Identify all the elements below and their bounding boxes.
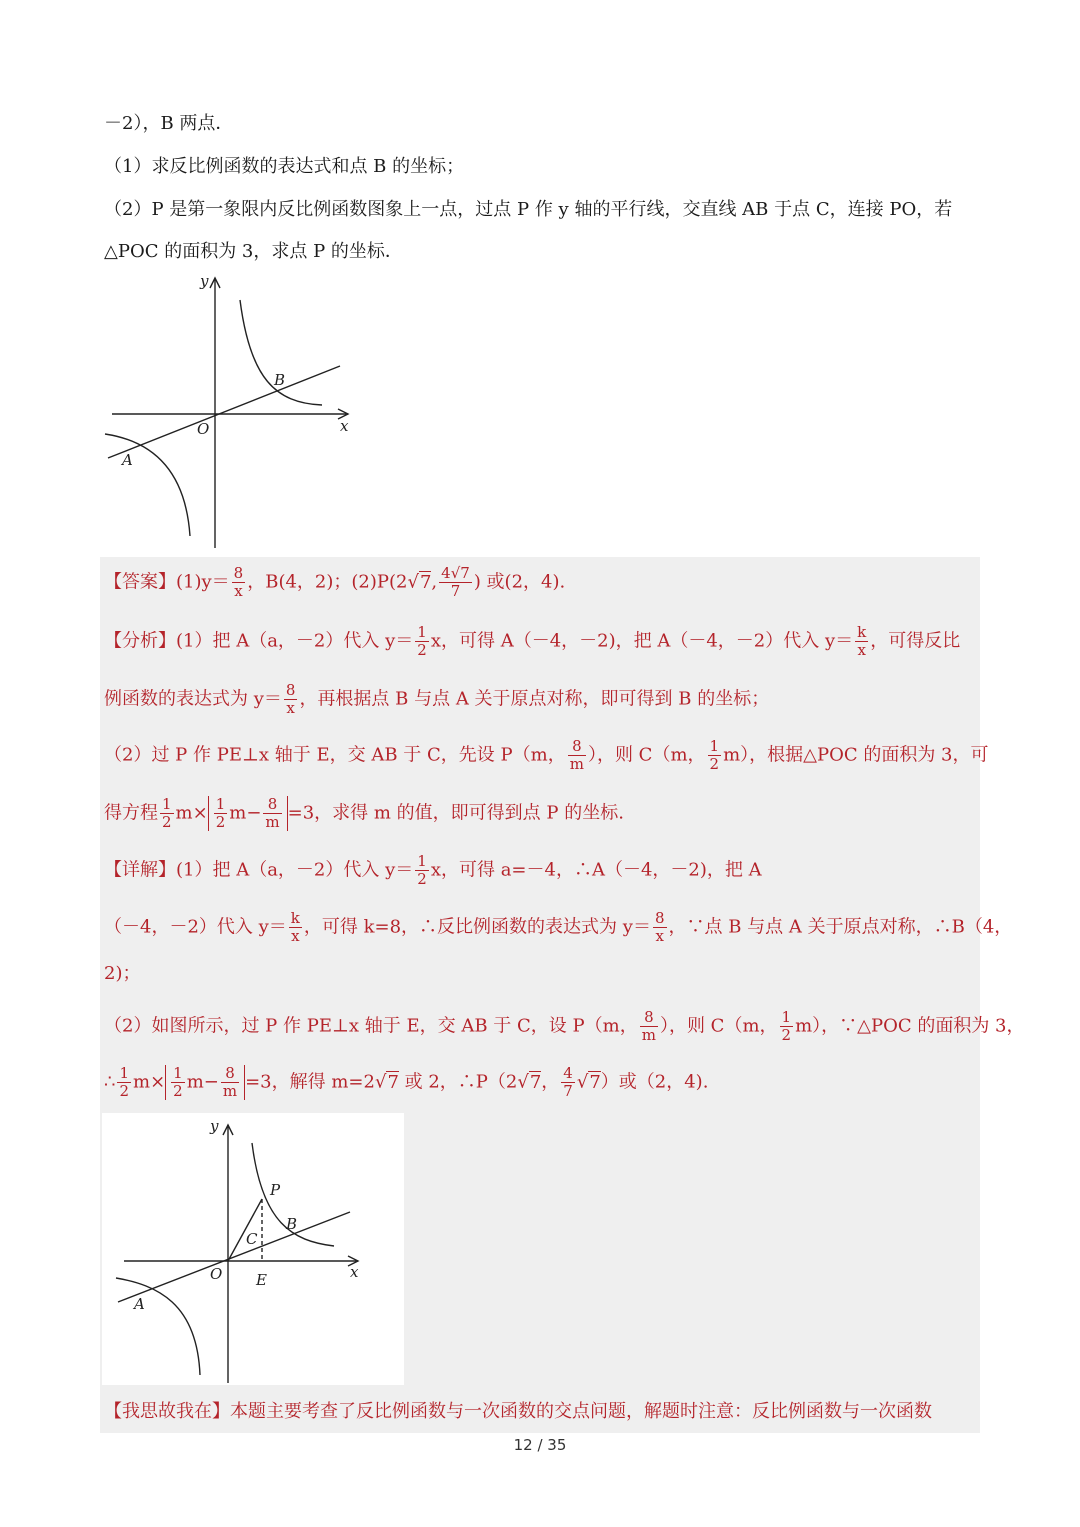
analysis-line-2: 例函数的表达式为 y＝ $\frac{8}{x}$ ，再根据点 B 与点 A 关于原点对称，即可得到 B 的坐标； <box>104 681 770 717</box>
answer-fraction-2: $\frac{4√7}{7}$ <box>441 564 470 600</box>
answer-text-2: ，B(4，2)；(2)P(2 <box>247 571 408 593</box>
reflection-line <box>104 1400 932 1424</box>
fig2-label-p: P <box>270 1181 281 1199</box>
fig2-label-y: y <box>210 1117 219 1135</box>
reflection-text: 本题主要考查了反比例函数与一次函数的交点问题，解题时注意：反比例函数与一次函数 <box>230 1401 932 1422</box>
detail-line-5: ∴ $\frac{1}{2}$ m× $\frac{1}{2}$ m− $\frac{8}{m}$ =3，解得 m=2√7 或 2，∴P（2√7， $\frac{4}{7}$ √7）或（2，4). <box>104 1064 709 1100</box>
detail-line-4: （2）如图所示，过 P 作 PE⊥x 轴于 E，交 AB 于 C，设 P（m， $\frac{8}{m}$ ），则 C（m， $\frac{1}{2}$ m），∵△POC 的面积为 3， <box>104 1008 1025 1044</box>
fig1-label-y: y <box>200 272 209 290</box>
question-1: （1）求反比例函数的表达式和点 B 的坐标； <box>104 156 465 177</box>
question-2-line-1: （2）P 是第一象限内反比例函数图象上一点，过点 P 作 y 轴的平行线，交直线 AB 于点 C，连接 PO，若 <box>104 199 953 220</box>
fig1-label-b: B <box>274 371 286 389</box>
reflection-tag: 【我思故我在】 <box>104 1401 230 1422</box>
answer-radicand: 7 <box>419 571 432 593</box>
answer-text-1: (1)y＝ <box>176 571 230 593</box>
analysis-tag: 【分析】 <box>104 630 176 652</box>
answer-fraction-1: $\frac{8}{x}$ <box>233 564 244 600</box>
answer-line: 【答案】(1)y＝ $\frac{8}{x}$ ，B(4，2)；(2)P(2√7, $\frac{4√7}{7}$ ) 或(2，4). <box>104 564 566 600</box>
answer-text-4: ) 或(2，4). <box>473 571 566 593</box>
analysis-line-4: 得方程 $\frac{1}{2}$ m× $\frac{1}{2}$ m− $\frac{8}{m}$ =3，求得 m 的值，即可得到点 P 的坐标. <box>104 795 624 831</box>
line-ab <box>108 366 340 458</box>
fig2-label-c: C <box>246 1230 258 1248</box>
question-2-line-2: △POC 的面积为 3，求点 P 的坐标． <box>104 241 403 262</box>
fig2-label-b: B <box>286 1215 298 1233</box>
fig2-label-e: E <box>256 1271 267 1289</box>
fig1-label-x: x <box>340 417 349 435</box>
detail-line-1: 【详解】(1）把 A（a，－2）代入 y＝ $\frac{1}{2}$ x，可得 a=－4，∴A（－4，－2)，把 A <box>104 852 762 888</box>
figure-solution <box>102 1113 404 1385</box>
fig1-label-o: O <box>197 420 210 438</box>
detail-line-2: （－4，－2）代入 y＝ $\frac{k}{x}$ ，可得 k=8，∴反比例函数的表达式为 y＝ $\frac{8}{x}$ ，∵点 B 与点 A 关于原点对称，∴B（4， <box>104 909 1013 945</box>
fig2-label-a: A <box>134 1295 145 1313</box>
problem-line-0: －2），B 两点． <box>104 113 234 134</box>
answer-tag: 【答案】 <box>104 571 176 593</box>
fig1-label-a: A <box>122 451 133 469</box>
hyperbola-branch-2 <box>105 434 190 536</box>
fig2-hyperbola-branch-2 <box>116 1278 200 1375</box>
figure-hyperbola-line <box>100 268 360 550</box>
detail-tag: 【详解】 <box>104 859 176 881</box>
fig2-label-o: O <box>210 1265 223 1283</box>
analysis-line-3: （2）过 P 作 PE⊥x 轴于 E，交 AB 于 C，先设 P（m， $\frac{8}{m}$ ），则 C（m， $\frac{1}{2}$ m），根据△POC 的面积为 3，可 <box>104 737 989 773</box>
fig2-label-x: x <box>350 1263 359 1281</box>
detail-line-3: 2)； <box>104 963 141 984</box>
page-number: 12 / 35 <box>513 1436 567 1454</box>
answer-text-3: , <box>431 571 438 593</box>
analysis-line-1: 【分析】(1）把 A（a，－2）代入 y＝ $\frac{1}{2}$ x，可得 A（－4，－2)，把 A（－4，－2）代入 y＝ $\frac{k}{x}$ ，可得反比 <box>104 623 961 659</box>
